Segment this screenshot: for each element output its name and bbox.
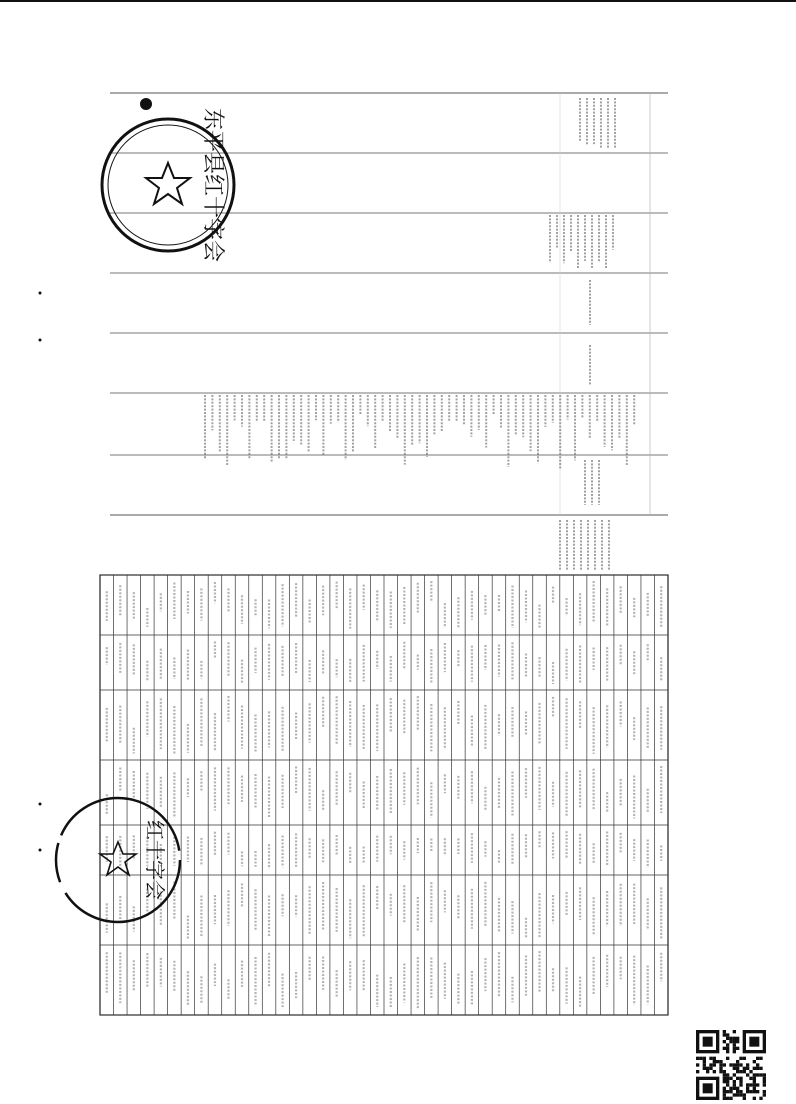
qr-module (753, 1060, 756, 1063)
qr-module (733, 1047, 736, 1050)
qr-module (729, 1077, 732, 1080)
qr-module (749, 1070, 752, 1073)
qr-module (753, 1067, 756, 1070)
qr-module (739, 1093, 742, 1096)
qr-module (713, 1057, 716, 1060)
qr-module (759, 1073, 762, 1076)
margin-dot (39, 803, 42, 806)
qr-module (736, 1060, 739, 1063)
qr-module (756, 1090, 759, 1093)
qr-module (723, 1040, 726, 1043)
qr-module (699, 1057, 702, 1060)
qr-module (726, 1050, 729, 1053)
qr-code-icon (696, 1030, 766, 1100)
qr-module (696, 1057, 699, 1060)
qr-module (723, 1090, 726, 1093)
qr-module (713, 1070, 716, 1073)
qr-module (729, 1090, 732, 1093)
scan-edge-line (0, 0, 796, 2)
qr-module (726, 1047, 729, 1050)
ink-blot (140, 98, 152, 110)
qr-module (749, 1090, 752, 1093)
qr-module (736, 1090, 739, 1093)
seal-text: 东平县红十字会 (200, 107, 225, 263)
qr-module (729, 1037, 732, 1040)
qr-module (743, 1093, 746, 1096)
qr-module (743, 1057, 746, 1060)
illegible-text-block (205, 98, 634, 570)
qr-module (719, 1067, 722, 1070)
qr-module (726, 1073, 729, 1076)
qr-module (709, 1067, 712, 1070)
qr-module (733, 1083, 736, 1086)
qr-module (733, 1030, 736, 1033)
qr-module (756, 1063, 759, 1066)
star-icon (100, 842, 136, 875)
qr-module (696, 1070, 699, 1073)
seal-text: 红十字会 (143, 820, 167, 900)
qr-module (733, 1040, 736, 1043)
qr-module (756, 1057, 759, 1060)
qr-module (723, 1073, 726, 1076)
qr-module (763, 1083, 766, 1086)
qr-module (719, 1063, 722, 1066)
qr-module (746, 1083, 749, 1086)
qr-module (723, 1063, 726, 1066)
qr-module (736, 1093, 739, 1096)
qr-module (706, 1070, 709, 1073)
qr-module (739, 1070, 742, 1073)
qr-module (746, 1063, 749, 1066)
qr-module (703, 1063, 706, 1066)
star-icon (146, 163, 190, 204)
qr-module (739, 1077, 742, 1080)
qr-module (733, 1080, 736, 1083)
qr-module (753, 1077, 756, 1080)
qr-module (703, 1067, 706, 1070)
qr-module (749, 1083, 752, 1086)
qr-module (753, 1080, 756, 1083)
margin-dot (39, 339, 42, 342)
qr-module (723, 1070, 726, 1073)
qr-module (749, 1077, 752, 1080)
qr-module (753, 1090, 756, 1093)
margin-dot (39, 292, 42, 295)
qr-module (729, 1040, 732, 1043)
qr-module (733, 1043, 736, 1046)
qr-module (746, 1090, 749, 1093)
qr-module (726, 1083, 729, 1086)
qr-module (739, 1057, 742, 1060)
qr-module (763, 1093, 766, 1096)
qr-module (703, 1057, 706, 1060)
qr-module (736, 1067, 739, 1070)
qr-module (759, 1057, 762, 1060)
qr-module (706, 1067, 709, 1070)
qr-finder (703, 1083, 713, 1093)
qr-module (736, 1070, 739, 1073)
qr-module (726, 1037, 729, 1040)
qr-module (743, 1070, 746, 1073)
qr-module (709, 1063, 712, 1066)
qr-finder (749, 1037, 759, 1047)
qr-module (723, 1047, 726, 1050)
qr-module (719, 1060, 722, 1063)
qr-module (723, 1080, 726, 1083)
qr-module (733, 1050, 736, 1053)
qr-module (723, 1077, 726, 1080)
qr-module (723, 1033, 726, 1036)
qr-module (739, 1063, 742, 1066)
qr-module (726, 1090, 729, 1093)
qr-module (763, 1073, 766, 1076)
upper-form-section (110, 93, 668, 515)
qr-module (733, 1087, 736, 1090)
qr-module (753, 1073, 756, 1076)
organization-seal (56, 798, 180, 922)
qr-module (736, 1063, 739, 1066)
qr-module (726, 1043, 729, 1046)
qr-module (703, 1060, 706, 1063)
qr-module (729, 1087, 732, 1090)
qr-module (726, 1080, 729, 1083)
qr-module (746, 1087, 749, 1090)
qr-module (753, 1083, 756, 1086)
qr-module (763, 1077, 766, 1080)
qr-module (739, 1080, 742, 1083)
qr-module (726, 1033, 729, 1036)
qr-module (709, 1057, 712, 1060)
qr-module (739, 1083, 742, 1086)
qr-module (756, 1067, 759, 1070)
qr-module (756, 1073, 759, 1076)
qr-module (759, 1067, 762, 1070)
qr-module (733, 1037, 736, 1040)
qr-module (763, 1090, 766, 1093)
qr-module (726, 1057, 729, 1060)
qr-module (719, 1070, 722, 1073)
qr-module (733, 1063, 736, 1066)
qr-module (723, 1087, 726, 1090)
qr-module (729, 1063, 732, 1066)
qr-module (763, 1080, 766, 1083)
qr-module (736, 1077, 739, 1080)
margin-dot (39, 849, 42, 852)
qr-module (746, 1073, 749, 1076)
qr-module (743, 1067, 746, 1070)
ledger-table (100, 575, 668, 1015)
qr-module (723, 1030, 726, 1033)
qr-module (736, 1040, 739, 1043)
qr-module (726, 1077, 729, 1080)
qr-module (713, 1060, 716, 1063)
qr-module (733, 1093, 736, 1096)
qr-module (736, 1047, 739, 1050)
qr-finder (703, 1037, 713, 1047)
qr-module (736, 1037, 739, 1040)
qr-module (733, 1067, 736, 1070)
qr-module (716, 1060, 719, 1063)
qr-module (733, 1073, 736, 1076)
qr-module (753, 1087, 756, 1090)
qr-module (713, 1063, 716, 1066)
qr-module (746, 1067, 749, 1070)
qr-module (723, 1093, 726, 1096)
qr-module (736, 1087, 739, 1090)
qr-module (756, 1083, 759, 1086)
qr-module (739, 1090, 742, 1093)
qr-module (696, 1063, 699, 1066)
organization-seal (102, 108, 234, 262)
